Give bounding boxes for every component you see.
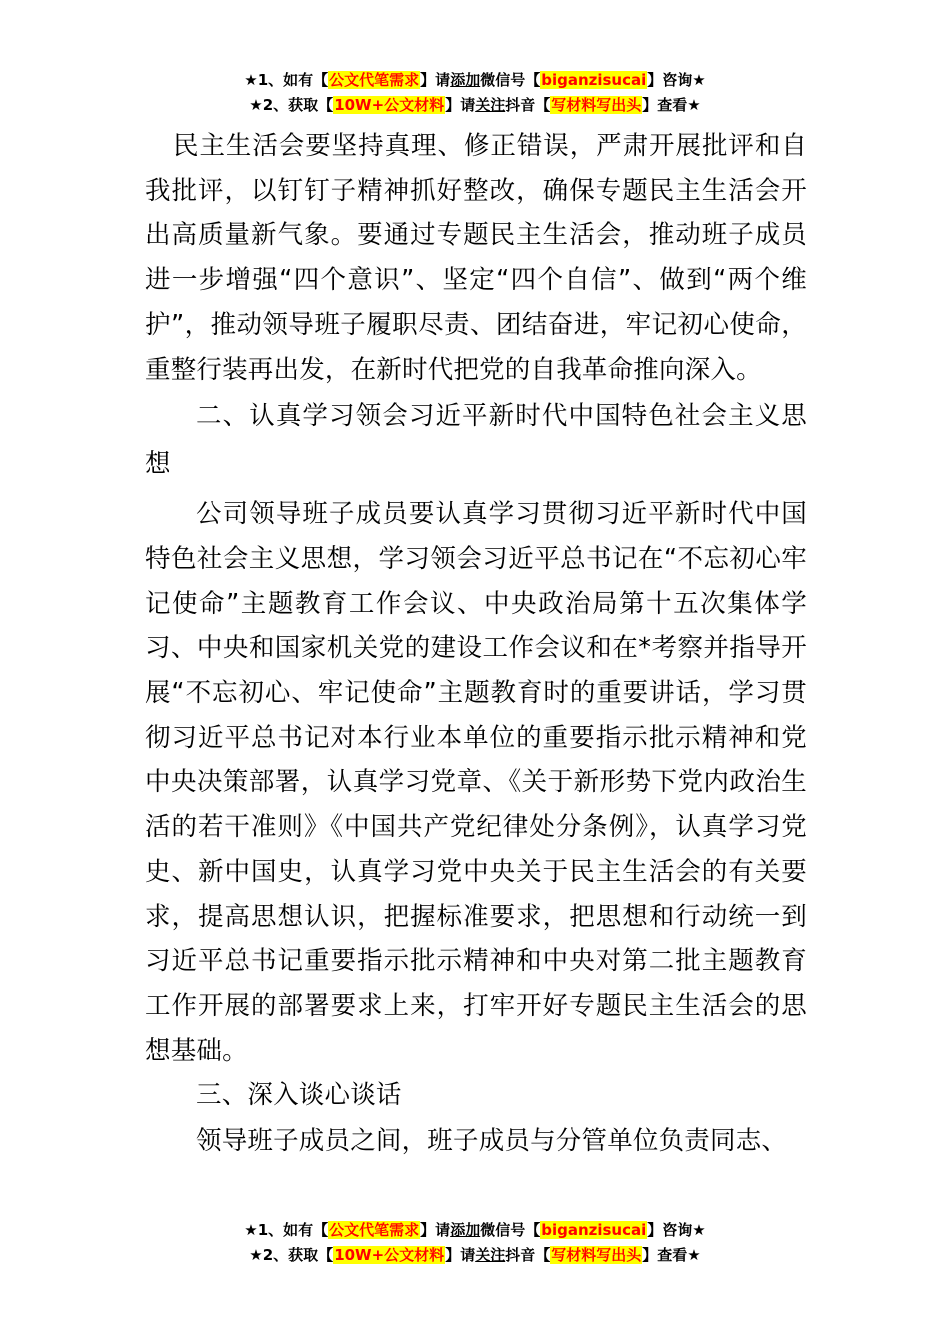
ad-text: ★2、获取【 bbox=[249, 1246, 334, 1264]
ad-text: 】请 bbox=[445, 96, 476, 114]
ad-text: 抖音【 bbox=[505, 96, 551, 114]
section-heading-3: 三、深入谈心谈话 bbox=[196, 1080, 402, 1111]
ad-line-2 bbox=[0, 93, 950, 118]
ad-highlight-wechat: biganzisucai bbox=[541, 71, 647, 89]
ad-banner-top bbox=[0, 68, 950, 118]
ad-banner-bottom bbox=[0, 1218, 950, 1268]
ad-underline-add: 添加 bbox=[450, 1221, 481, 1239]
ad-text: ★1、如有【 bbox=[244, 1221, 329, 1239]
ad-underline-follow: 关注 bbox=[475, 96, 506, 114]
ad-text: 】请 bbox=[420, 1221, 451, 1239]
ad-line-2 bbox=[0, 1243, 950, 1268]
ad-highlight-service: 公文代笔需求 bbox=[329, 1221, 420, 1239]
ad-highlight-materials: 10W+公文材料 bbox=[334, 96, 445, 114]
ad-text: ★2、获取【 bbox=[249, 96, 334, 114]
ad-highlight-service: 公文代笔需求 bbox=[329, 71, 420, 89]
ad-line-1 bbox=[0, 68, 950, 93]
ad-text: 】查看★ bbox=[642, 96, 701, 114]
ad-text: 】查看★ bbox=[642, 1246, 701, 1264]
ad-underline-add: 添加 bbox=[450, 71, 481, 89]
ad-text: 】咨询★ bbox=[647, 71, 706, 89]
paragraph-1: 民主生活会要坚持真理、修正错误，严肃开展批评和自我批评，以钉钉子精神抓好整改，确保专题民主生活会开出高质量新气象。要通过专题民主生活会，推动班子成员进一步增强“四个意识”、坚定“四个自信”、做到“两个维护”，推动领导班子履职尽责、团结奋进，牢记初心使命，重整行装再出发，在新时代把党的自我革命推向深入。 bbox=[145, 131, 807, 385]
section-heading-2: 二、认真学习领会习近平新时代中国特色社会主义思想 bbox=[145, 401, 807, 480]
ad-text: 微信号【 bbox=[480, 1221, 541, 1239]
document-body bbox=[145, 124, 807, 1164]
ad-highlight-materials: 10W+公文材料 bbox=[334, 1246, 445, 1264]
ad-line-1 bbox=[0, 1218, 950, 1243]
ad-highlight-douyin: 写材料写出头 bbox=[551, 1246, 642, 1264]
ad-text: 】咨询★ bbox=[647, 1221, 706, 1239]
ad-underline-follow: 关注 bbox=[475, 1246, 506, 1264]
ad-text: 抖音【 bbox=[505, 1246, 551, 1264]
ad-text: ★1、如有【 bbox=[244, 71, 329, 89]
ad-highlight-wechat: biganzisucai bbox=[541, 1221, 647, 1239]
ad-text: 】请 bbox=[445, 1246, 476, 1264]
paragraph-2: 公司领导班子成员要认真学习贯彻习近平新时代中国特色社会主义思想，学习领会习近平总书记在“不忘初心牢记使命”主题教育工作会议、中央政治局第十五次集体学习、中央和国家机关党的建设工作会议和在*考察并指导开展“不忘初心、牢记使命”主题教育时的重要讲话，学习贯彻习近平总书记对本行业本单位的重要指示批示精神和党中央决策部署，认真学习党章、《关于新形势下党内政治生活的若干准则》《中国共产党纪律处分条例》，认真学习党史、新中国史，认真学习党中央关于民主生活会的有关要求，提高思想认识，把握标准要求，把思想和行动统一到习近平总书记重要指示批示精神和中央对第二批主题教育工作开展的部署要求上来，打牢开好专题民主生活会的思想基础。 bbox=[145, 499, 807, 1066]
ad-highlight-douyin: 写材料写出头 bbox=[551, 96, 642, 114]
ad-text: 微信号【 bbox=[480, 71, 541, 89]
ad-text: 】请 bbox=[420, 71, 451, 89]
paragraph-3: 领导班子成员之间，班子成员与分管单位负责同志、 bbox=[196, 1126, 788, 1157]
